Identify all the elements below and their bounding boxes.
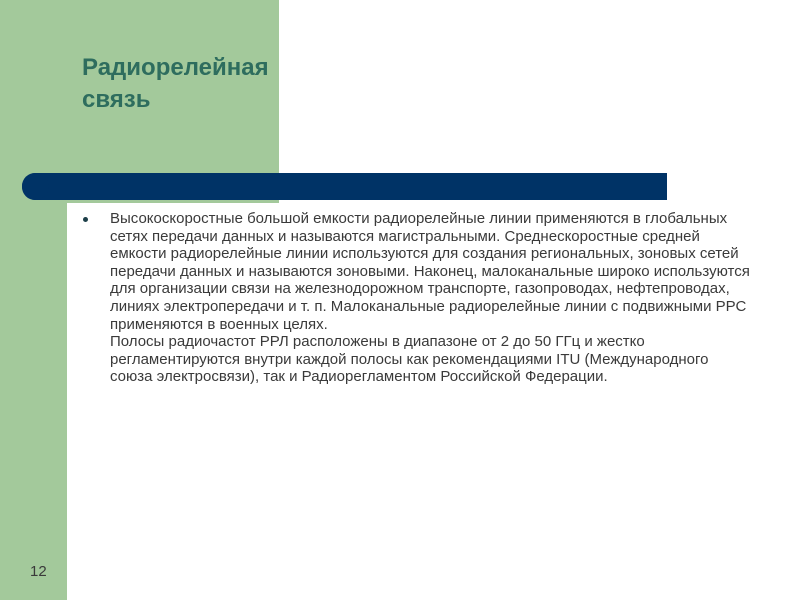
title-divider-bar-cap — [22, 173, 49, 200]
slide-title-line1: Радиорелейная — [82, 54, 269, 81]
title-divider-bar — [22, 173, 667, 200]
page-number: 12 — [30, 563, 47, 580]
bullet-dot-icon — [83, 217, 88, 222]
body-paragraph-1: Высокоскоростные большой емкости радиорелейные линии применяются в глобальных сетях передачи данных и называются магистральными. Среднескоростные средней емкости радиорелейные линии используются для создания региональных, зоновых сетей передачи данных и называются зоновыми. Наконец, малоканальные широко используются для организации связи на железнодорожном транспорте, газопроводах, нефтепроводах, линиях электропередачи и т. п. Малоканальные радиорелейные линии с подвижными РРС применяются в военных целях. — [110, 210, 750, 333]
slide-title-line2: связь — [82, 86, 151, 113]
slide-title — [82, 52, 602, 116]
left-accent-band — [0, 0, 67, 600]
bullet-item — [80, 210, 752, 386]
slide-body — [80, 210, 752, 386]
body-paragraph-2: Полосы радиочастот РРЛ расположены в диапазоне от 2 до 50 ГГц и жестко регламентируются внутри каждой полосы как рекомендациями ITU (Международного союза электросвязи), так и Радиорегламентом Российской Федерации. — [110, 333, 709, 386]
